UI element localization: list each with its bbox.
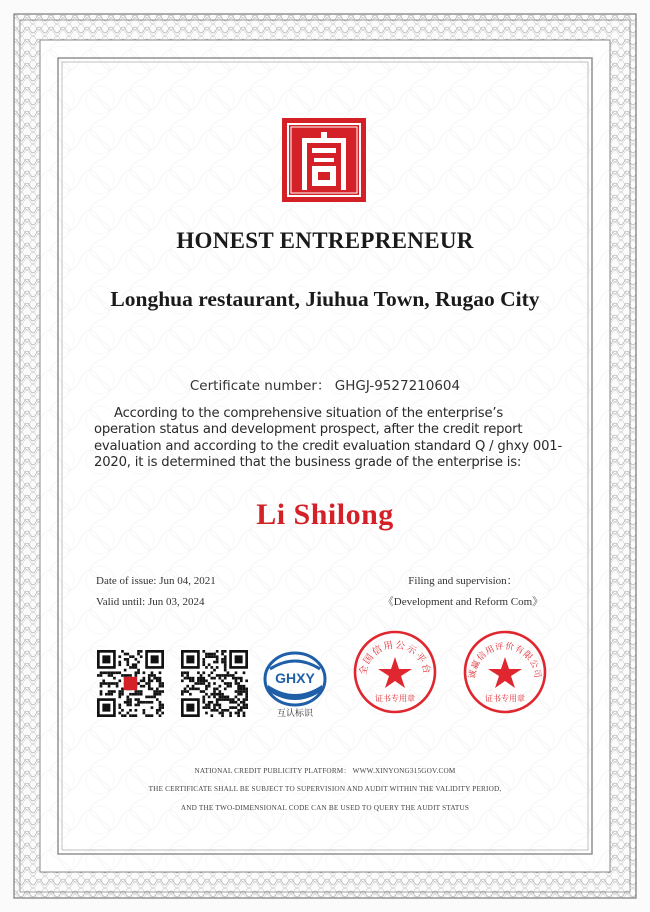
seal-left-bottom: 证书专用章: [375, 694, 415, 703]
seal-right: [462, 629, 548, 715]
filing-authority: 《Development and Reform Com》: [382, 596, 544, 608]
seal-star-icon: [488, 657, 522, 688]
qr-code-left[interactable]: [97, 650, 164, 717]
footer-query: AND THE TWO-DIMENSIONAL CODE CAN BE USED TO QUERY THE AUDIT STATUS: [180, 804, 470, 812]
grade-name: Li Shilong: [256, 498, 394, 531]
company-name: Longhua restaurant, Jiuhua Town, Rugao City: [110, 287, 540, 311]
validity-dates: [96, 571, 216, 613]
evaluation-description: According to the comprehensive situation of the enterprise’s operation status and development prospect, after the credit report evaluation and according to the credit evaluation standard Q / ghxy 001-2020, it is determined that the business grade of the enterprise is:: [94, 406, 563, 471]
filing-supervision: [348, 571, 578, 613]
ghxy-caption: 互认标识: [276, 709, 313, 719]
ghxy-logo-text: GHXY: [275, 670, 315, 686]
certificate-body: [70, 66, 580, 844]
qr-code-right[interactable]: [181, 650, 248, 717]
footer-platform: NATIONAL CREDIT PUBLICITY PLATFORM： WWW.XINYONG315GOV.COM: [194, 767, 456, 775]
date-of-issue: Date of issue: Jun 04, 2021: [96, 575, 216, 587]
seal-star-icon: [378, 657, 412, 688]
red-emblem-logo: [282, 118, 366, 202]
seal-left-text: 全国信用公示平台: [357, 639, 433, 677]
valid-until: Valid until: Jun 03, 2024: [96, 596, 205, 608]
certificate-title: HONEST ENTREPRENEUR: [176, 228, 474, 253]
seal-left: [352, 629, 438, 715]
filing-label: Filing and supervision：: [408, 575, 518, 587]
certificate-number: Certificate number： GHGJ-9527210604: [189, 378, 461, 394]
seal-right-bottom: 证书专用章: [485, 694, 525, 703]
seal-right-text: 诚赢信用评价有限公司: [467, 641, 543, 680]
footer-supervision: THE CERTIFICATE SHALL BE SUBJECT TO SUPERVISION AND AUDIT WITHIN THE VALIDITY PERIOD,: [148, 785, 502, 793]
